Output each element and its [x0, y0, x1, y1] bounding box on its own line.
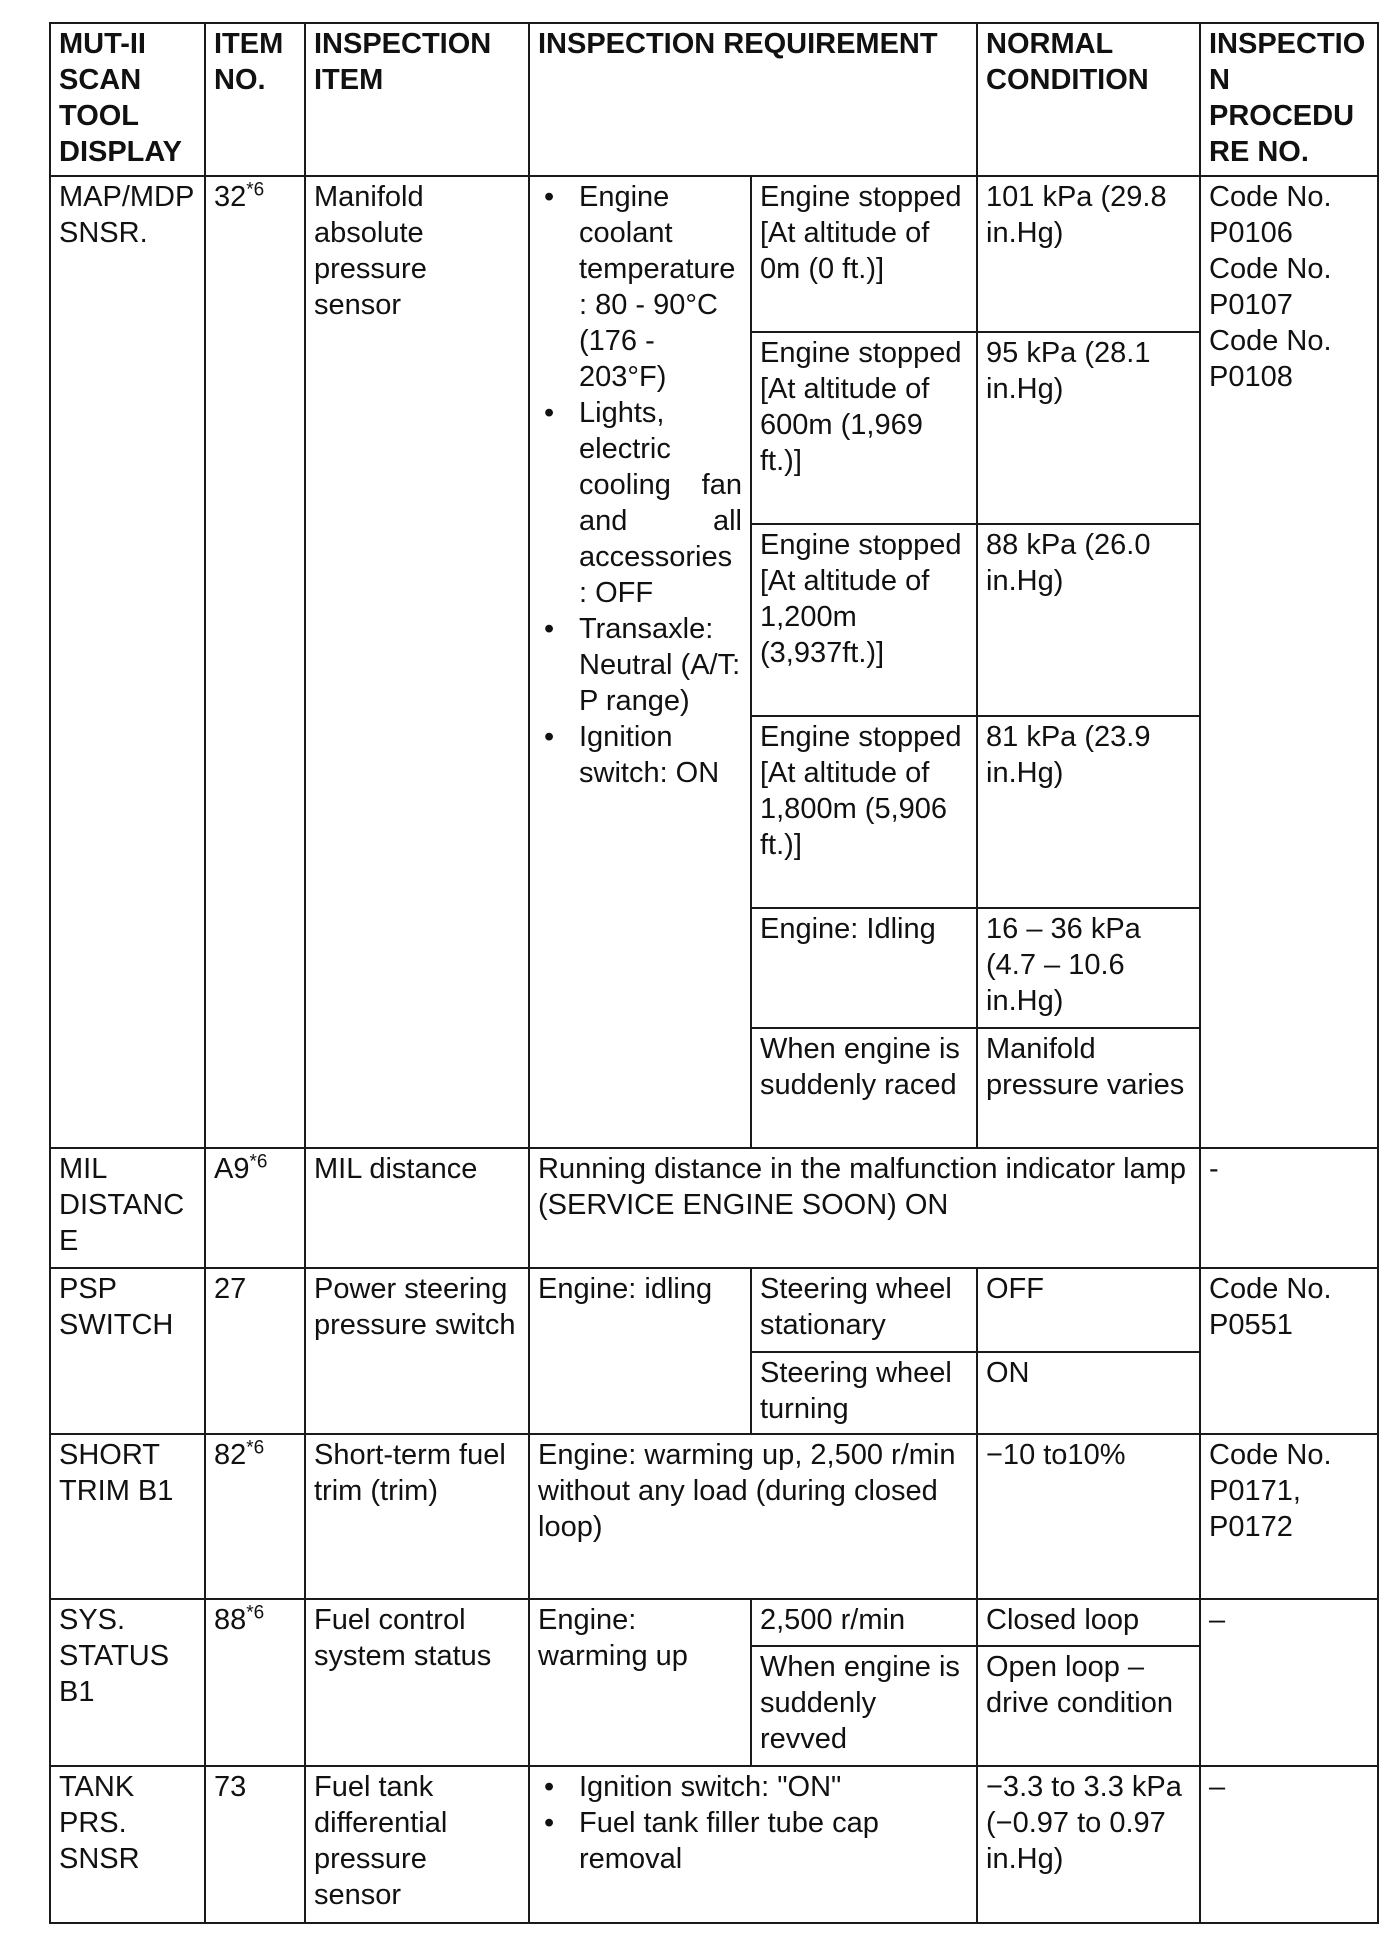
table-row	[50, 1148, 1378, 1268]
header-inspection-item: INSPECTION ITEM	[305, 23, 529, 176]
item-no-cell: 73	[205, 1766, 305, 1923]
requirement-cell: Engine: warming up	[529, 1599, 751, 1766]
condition-cell: Engine stopped [At altitude of 1,800m (5,906 ft.)]	[751, 716, 977, 908]
condition-cell: Engine stopped [At altitude of 1,200m (3,937ft.)]	[751, 524, 977, 716]
item-no-cell: 27	[205, 1268, 305, 1434]
item-no-cell	[205, 176, 305, 1148]
table-row	[50, 1766, 1378, 1923]
inspection-table-page	[49, 22, 1377, 1924]
condition-cell: Engine stopped [At altitude of 0m (0 ft.)]	[751, 176, 977, 332]
condition-cell: Engine stopped [At altitude of 600m (1,969 ft.)]	[751, 332, 977, 524]
header-row	[50, 23, 1378, 176]
item-no: A9	[214, 1153, 250, 1185]
requirement-bullet: • Ignition switch: "ON"	[538, 1769, 968, 1805]
normal-cell: Closed loop	[977, 1599, 1200, 1646]
normal-cell: −3.3 to 3.3 kPa (−0.97 to 0.97 in.Hg)	[977, 1766, 1200, 1923]
inspection-item-cell: Power steering pressure switch	[305, 1268, 529, 1434]
normal-cell: 88 kPa (26.0 in.Hg)	[977, 524, 1200, 716]
header-requirement: INSPECTION REQUIREMENT	[529, 23, 977, 176]
condition-cell: When engine is suddenly revved	[751, 1646, 977, 1766]
procedure-code: Code No. P0107	[1209, 253, 1332, 321]
footnote-mark: *6	[246, 179, 265, 201]
display-cell: SHORT TRIM B1	[50, 1434, 205, 1599]
requirement-cell: Engine: idling	[529, 1268, 751, 1434]
normal-cell: Manifold pressure varies	[977, 1028, 1200, 1148]
inspection-item-cell: MIL distance	[305, 1148, 529, 1268]
requirement-bullet: • Transaxle: Neutral (A/T: P range)	[538, 611, 742, 719]
procedure-code: Code No. P0108	[1209, 325, 1332, 393]
header-display: MUT-II SCAN TOOL DISPLAY	[50, 23, 205, 176]
procedure-cell: Code No. P0171, P0172	[1200, 1434, 1378, 1599]
requirement-bullets-cell	[529, 176, 751, 1148]
normal-cell: −10 to10%	[977, 1434, 1200, 1599]
footnote-mark: *6	[246, 1602, 265, 1624]
requirement-cell: Running distance in the malfunction indicator lamp (SERVICE ENGINE SOON) ON	[529, 1148, 1200, 1268]
procedure-cell: –	[1200, 1766, 1378, 1923]
inspection-item-cell: Manifold absolute pressure sensor	[305, 176, 529, 1148]
inspection-item-cell: Fuel control system status	[305, 1599, 529, 1766]
footnote-mark: *6	[249, 1151, 268, 1173]
normal-cell: OFF	[977, 1268, 1200, 1352]
procedure-code: Code No. P0106	[1209, 181, 1332, 249]
footnote-mark: *6	[246, 1437, 265, 1459]
item-no-cell	[205, 1599, 305, 1766]
inspection-table	[49, 22, 1379, 1924]
display-cell: MIL DISTANCE	[50, 1148, 205, 1268]
table-row	[50, 1268, 1378, 1352]
normal-cell: 95 kPa (28.1 in.Hg)	[977, 332, 1200, 524]
procedure-cell: –	[1200, 1599, 1378, 1766]
requirement-bullets-cell	[529, 1766, 977, 1923]
procedure-cell: -	[1200, 1148, 1378, 1268]
table-row	[50, 1434, 1378, 1599]
header-item-no: ITEM NO.	[205, 23, 305, 176]
table-row	[50, 176, 1378, 332]
normal-cell: ON	[977, 1352, 1200, 1434]
item-no: 32	[214, 181, 247, 213]
display-cell: MAP/MDP SNSR.	[50, 176, 205, 1148]
condition-cell: Steering wheel turning	[751, 1352, 977, 1434]
requirement-bullet: • Lights, electric cooling fan and all accessories : OFF	[538, 395, 742, 611]
condition-cell: When engine is suddenly raced	[751, 1028, 977, 1148]
procedure-cell: Code No. P0551	[1200, 1268, 1378, 1434]
condition-cell: Engine: Idling	[751, 908, 977, 1028]
display-cell: SYS. STATUS B1	[50, 1599, 205, 1766]
display-cell: PSP SWITCH	[50, 1268, 205, 1434]
normal-cell: 16 – 36 kPa (4.7 – 10.6 in.Hg)	[977, 908, 1200, 1028]
header-normal: NORMAL CONDITION	[977, 23, 1200, 176]
requirement-cell: Engine: warming up, 2,500 r/min without any load (during closed loop)	[529, 1434, 977, 1599]
inspection-item-cell: Short-term fuel trim (trim)	[305, 1434, 529, 1599]
normal-cell: Open loop – drive condition	[977, 1646, 1200, 1766]
condition-cell: 2,500 r/min	[751, 1599, 977, 1646]
item-no-cell	[205, 1434, 305, 1599]
condition-cell: Steering wheel stationary	[751, 1268, 977, 1352]
requirement-list	[538, 179, 742, 791]
normal-cell: 101 kPa (29.8 in.Hg)	[977, 176, 1200, 332]
table-row	[50, 1599, 1378, 1646]
requirement-bullet: • Ignition switch: ON	[538, 719, 742, 791]
header-procedure: INSPECTION PROCEDURE NO.	[1200, 23, 1378, 176]
display-cell: TANK PRS. SNSR	[50, 1766, 205, 1923]
requirement-list	[538, 1769, 968, 1877]
item-no: 88	[214, 1604, 247, 1636]
item-no: 82	[214, 1439, 247, 1471]
item-no-cell	[205, 1148, 305, 1268]
requirement-bullet: • Fuel tank filler tube cap removal	[538, 1805, 968, 1877]
normal-cell: 81 kPa (23.9 in.Hg)	[977, 716, 1200, 908]
procedure-cell	[1200, 176, 1378, 1148]
inspection-item-cell: Fuel tank differential pressure sensor	[305, 1766, 529, 1923]
requirement-bullet: • Engine coolant temperature : 80 - 90°C (176 - 203°F)	[538, 179, 742, 395]
